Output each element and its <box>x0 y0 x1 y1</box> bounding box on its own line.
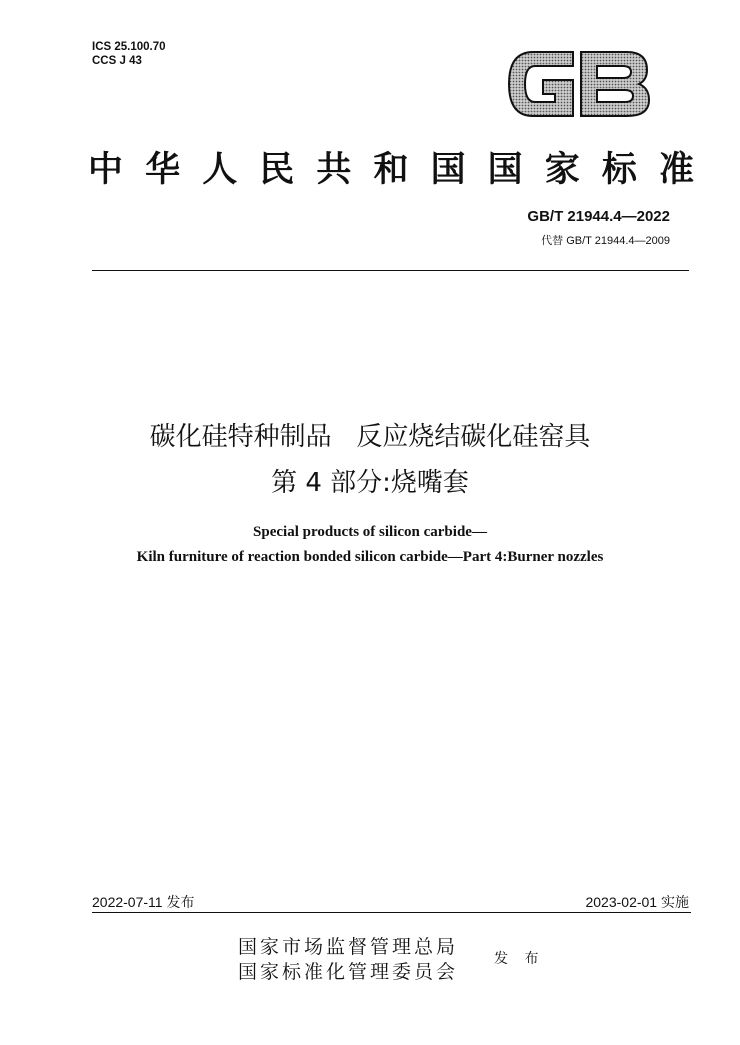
header-divider <box>92 270 689 271</box>
replaces-standard: 代替 GB/T 21944.4—2009 <box>541 235 670 247</box>
title-char: 家 <box>544 149 580 190</box>
title-char: 共 <box>316 149 352 190</box>
title-char: 和 <box>373 149 409 190</box>
english-title-line1: Special products of silicon carbide— <box>253 524 487 540</box>
publish-label: 发 布 <box>494 951 545 967</box>
title-char: 准 <box>658 149 694 190</box>
standard-type-title <box>88 142 694 192</box>
title-char: 标 <box>601 149 637 190</box>
footer-divider <box>92 912 691 913</box>
title-char: 华 <box>145 149 181 190</box>
standard-number: GB/T 21944.4—2022 <box>527 208 670 225</box>
title-char: 中 <box>88 149 124 190</box>
issuing-authorities <box>238 935 458 985</box>
title-char: 人 <box>202 149 238 190</box>
issue-date: 2022-07-11 发布 <box>92 894 195 910</box>
implementation-date: 2023-02-01 实施 <box>585 894 689 910</box>
title-char: 民 <box>259 149 295 190</box>
ccs-code: CCS J 43 <box>92 55 142 67</box>
chinese-title-line1: 碳化硅特种制品 反应烧结碳化硅窑具 <box>149 422 591 452</box>
ics-code: ICS 25.100.70 <box>92 41 166 53</box>
title-char: 国 <box>430 149 466 190</box>
gb-logo <box>503 44 653 124</box>
chinese-title-line2: 第 4 部分:烧嘴套 <box>271 468 469 498</box>
issuer-sac: 国家标准化管理委员会 <box>238 961 459 983</box>
gb-logo-icon <box>503 44 653 124</box>
title-char: 国 <box>487 149 523 190</box>
english-title-line2: Kiln furniture of reaction bonded silicon carbide—Part 4:Burner nozzles <box>136 549 604 565</box>
classification-codes <box>92 40 166 68</box>
issuer-samr: 国家市场监督管理总局 <box>238 936 459 958</box>
